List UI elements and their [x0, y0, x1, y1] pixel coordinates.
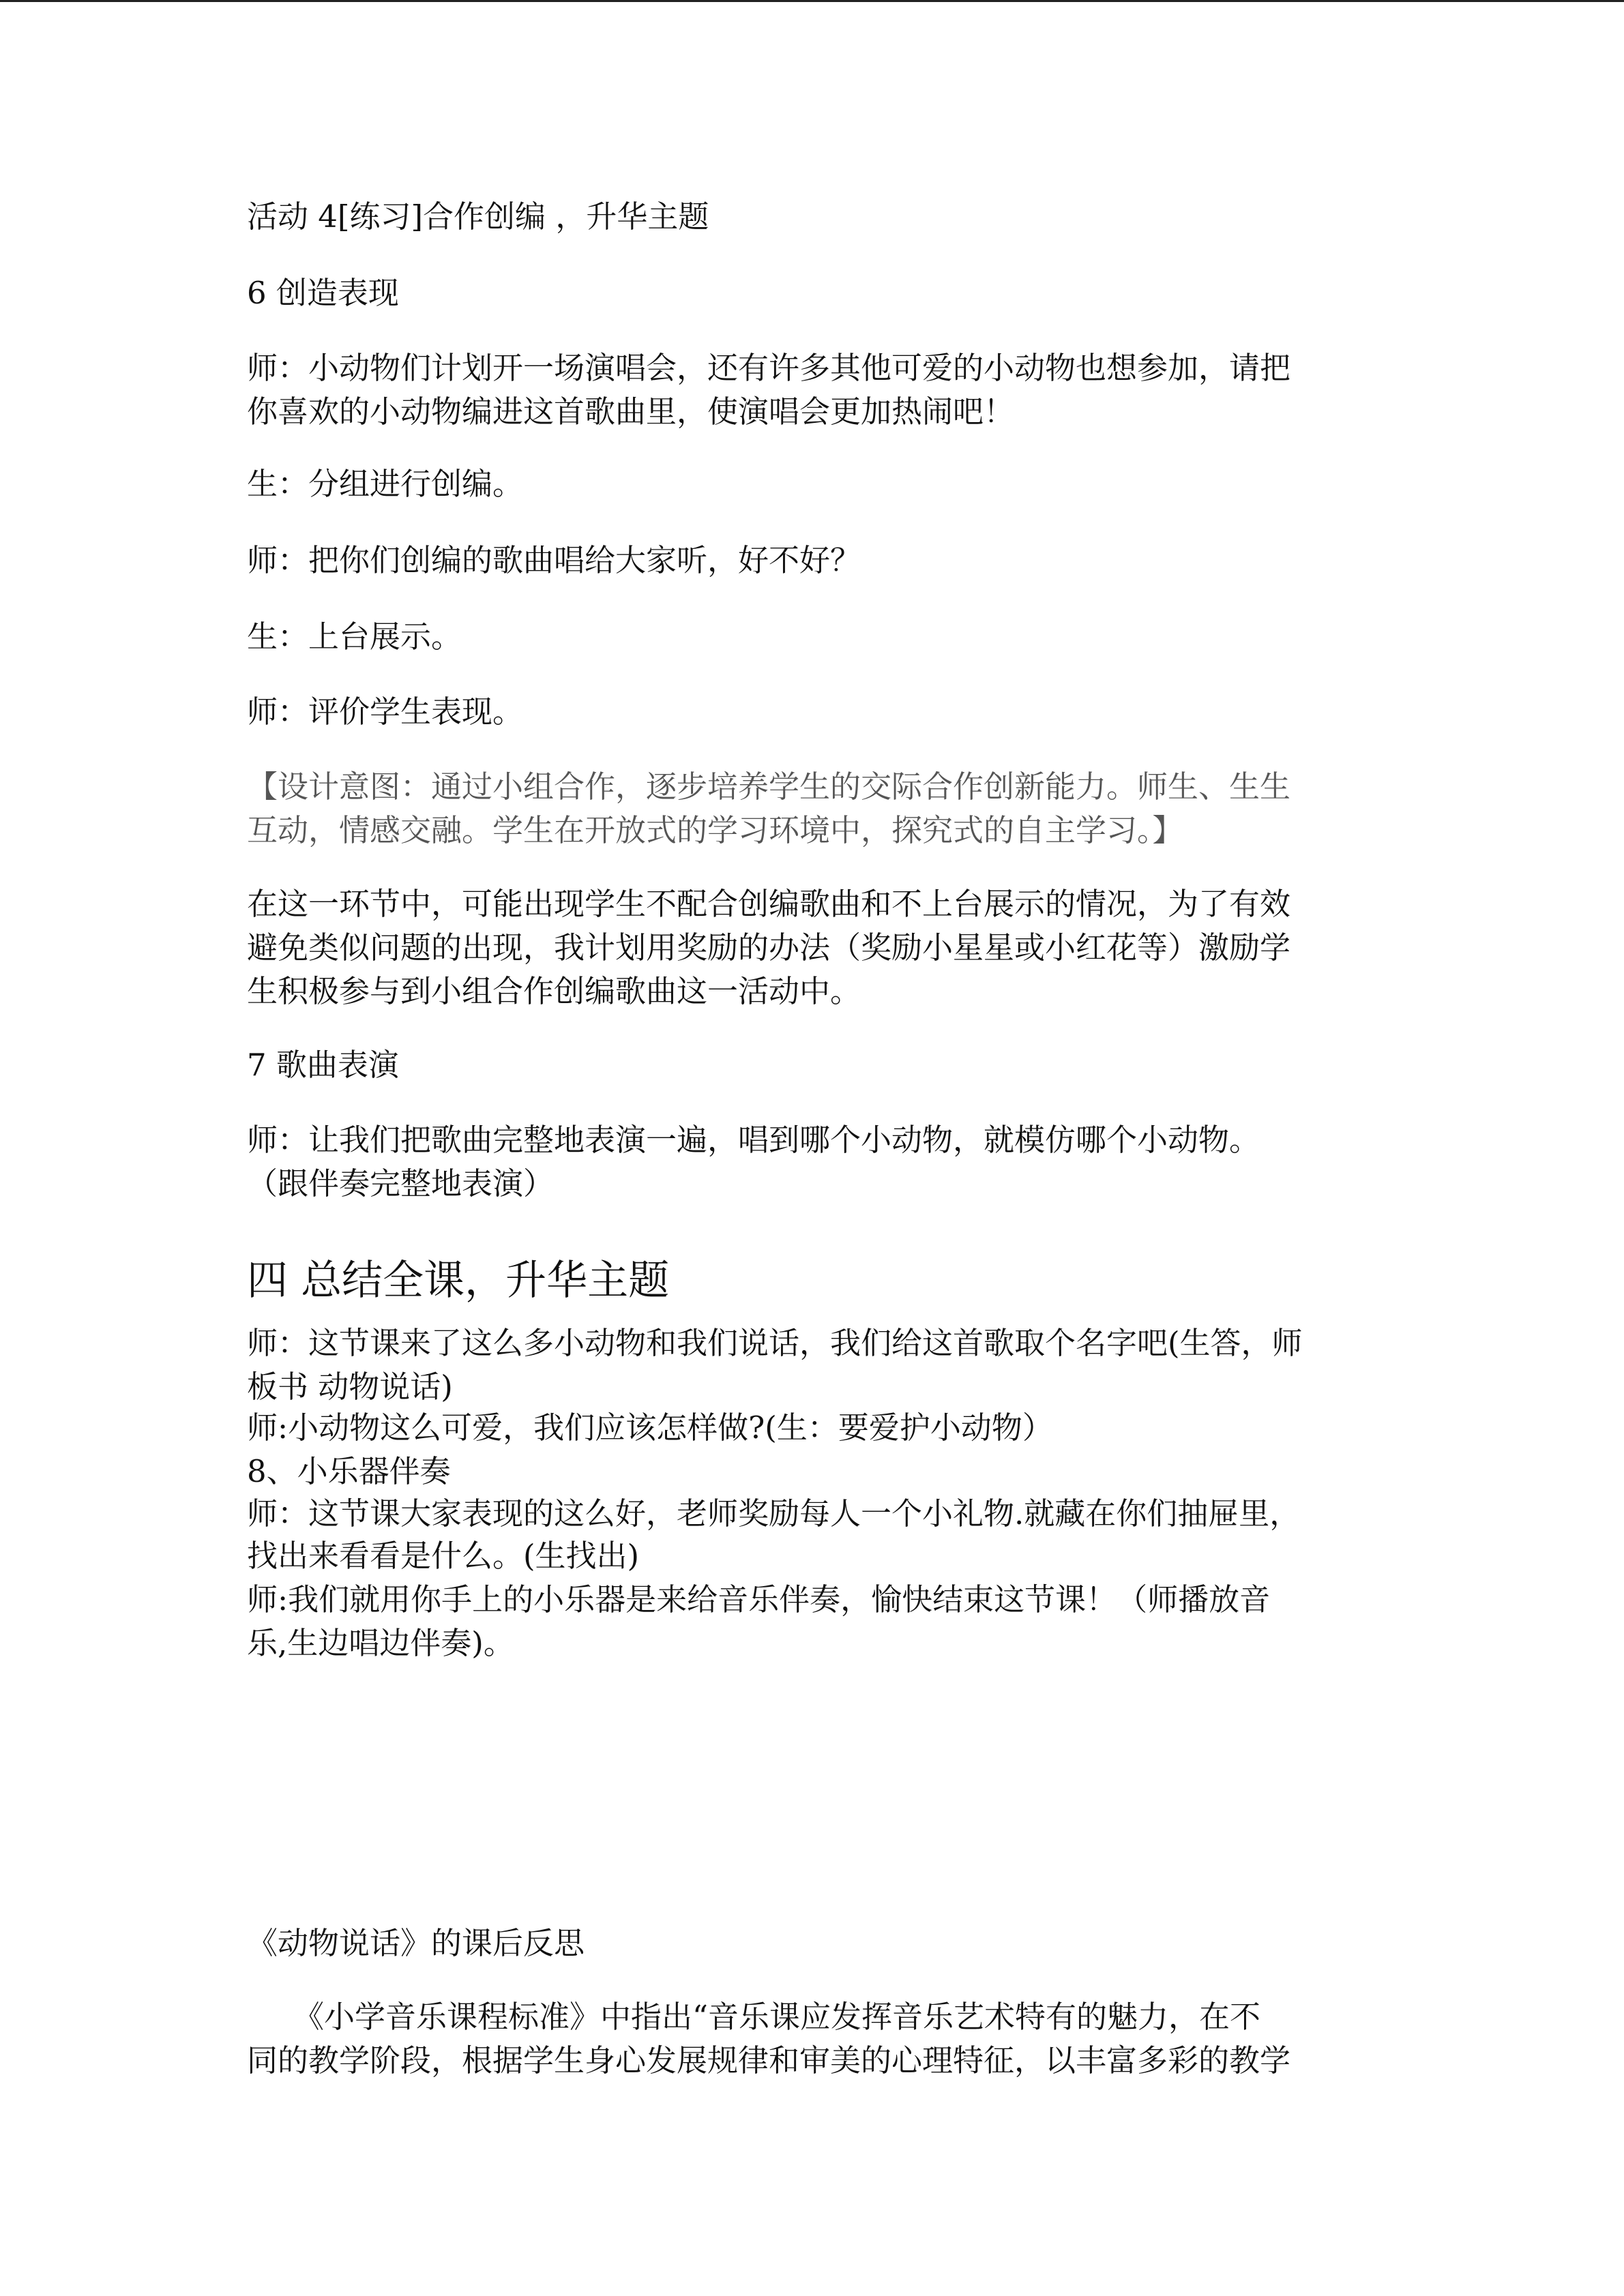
paragraph-line: 师：这节课来了这么多小动物和我们说话，我们给这首歌取个名字吧(生答，师: [247, 1325, 1303, 1361]
section-heading-instruments: 8、小乐器伴奏: [247, 1453, 451, 1489]
paragraph-line: 师:我们就用你手上的小乐器是来给音乐伴奏，愉快结束这节课！（师播放音: [247, 1581, 1271, 1617]
paragraph-line: 生：分组进行创编。: [247, 466, 524, 502]
paragraph-line: 生积极参与到小组合作创编歌曲这一活动中。: [247, 973, 861, 1009]
paragraph-line: 板书 动物说话): [247, 1369, 453, 1405]
paragraph-line: 你喜欢的小动物编进这首歌曲里，使演唱会更加热闹吧！: [247, 393, 1015, 430]
section-heading-summary: 四 总结全课，升华主题: [247, 1257, 670, 1304]
reflection-title: 《动物说话》的课后反思: [247, 1925, 585, 1961]
section-heading-creative: 6 创造表现: [247, 275, 399, 311]
top-rule: [0, 0, 1624, 2]
paragraph-line: 《小学音乐课程标准》中指出“音乐课应发挥音乐艺术特有的魅力，在不: [293, 1999, 1261, 2035]
paragraph-line: 师:小动物这么可爱，我们应该怎样做?(生：要爱护小动物）: [247, 1410, 1053, 1446]
section-heading-performance: 7 歌曲表演: [247, 1047, 399, 1083]
design-intent-line: 【设计意图：通过小组合作，逐步培养学生的交际合作创新能力。师生、生生: [247, 769, 1291, 805]
paragraph-line: 师：评价学生表现。: [247, 694, 524, 730]
paragraph-line: 同的教学阶段，根据学生身心发展规律和审美的心理特征，以丰富多彩的教学: [247, 2042, 1291, 2078]
paragraph-line: 师：让我们把歌曲完整地表演一遍，唱到哪个小动物，就模仿哪个小动物。: [247, 1122, 1260, 1158]
paragraph-line: 乐,生边唱边伴奏)。: [247, 1625, 514, 1661]
paragraph-line: 师：把你们创编的歌曲唱给大家听，好不好？: [247, 542, 861, 578]
paragraph-line: 找出来看看是什么。(生找出): [247, 1538, 640, 1574]
paragraph-line: 生：上台展示。: [247, 618, 462, 655]
paragraph-line: 师：这节课大家表现的这么好，老师奖励每人一个小礼物.就藏在你们抽屉里，: [247, 1495, 1301, 1532]
paragraph-line: （跟伴奏完整地表演）: [247, 1165, 555, 1202]
paragraph-line: 在这一环节中，可能出现学生不配合创编歌曲和不上台展示的情况，为了有效: [247, 886, 1291, 922]
paragraph-line: 师：小动物们计划开一场演唱会，还有许多其他可爱的小动物也想参加，请把: [247, 350, 1291, 386]
design-intent-line: 互动，情感交融。学生在开放式的学习环境中，探究式的自主学习。】: [247, 812, 1183, 848]
activity-heading: 活动 4[练习]合作创编 ，升华主题: [247, 198, 709, 235]
paragraph-line: 避免类似问题的出现，我计划用奖励的办法（奖励小星星或小红花等）激励学: [247, 929, 1291, 966]
